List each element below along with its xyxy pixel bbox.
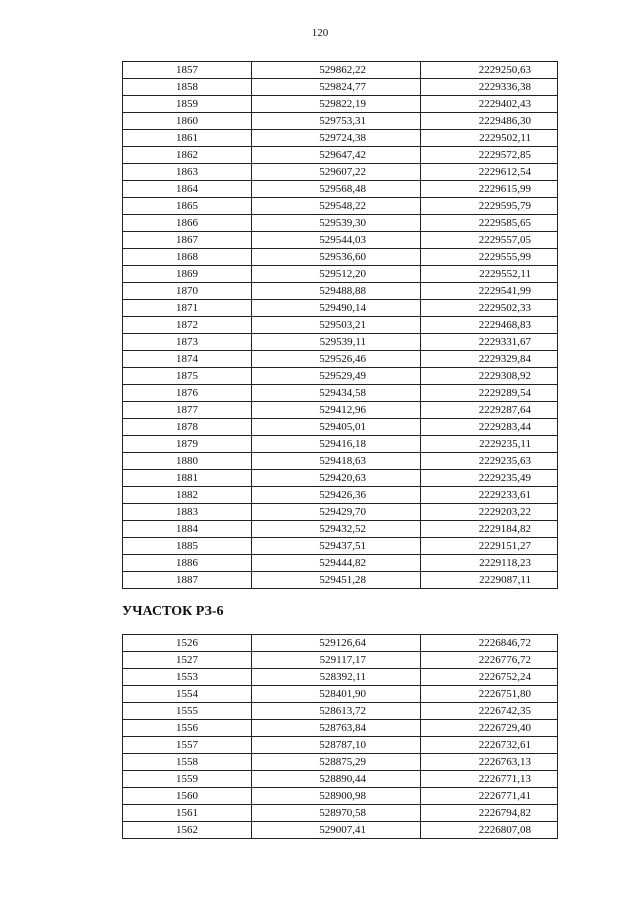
- table-row: [123, 351, 558, 368]
- y-coordinate-cell: 2229595,79: [421, 198, 558, 215]
- x-coordinate-cell: 528392,11: [252, 669, 421, 686]
- table-row: [123, 652, 558, 669]
- y-coordinate-cell: 2229612,54: [421, 164, 558, 181]
- x-coordinate-cell: 529539,30: [252, 215, 421, 232]
- point-number-cell: 1864: [123, 181, 252, 198]
- y-coordinate-cell: 2229329,84: [421, 351, 558, 368]
- table-row: [123, 487, 558, 504]
- x-coordinate-cell: 529444,82: [252, 555, 421, 572]
- table-row: [123, 249, 558, 266]
- table-row: [123, 453, 558, 470]
- x-coordinate-cell: 529416,18: [252, 436, 421, 453]
- y-coordinate-cell: 2229233,61: [421, 487, 558, 504]
- x-coordinate-cell: 528900,98: [252, 788, 421, 805]
- y-coordinate-cell: 2229250,63: [421, 62, 558, 79]
- y-coordinate-cell: 2229557,05: [421, 232, 558, 249]
- y-coordinate-cell: 2229235,11: [421, 436, 558, 453]
- table-row: [123, 215, 558, 232]
- table-row: [123, 419, 558, 436]
- table-row: [123, 504, 558, 521]
- x-coordinate-cell: 529862,22: [252, 62, 421, 79]
- y-coordinate-cell: 2229402,43: [421, 96, 558, 113]
- x-coordinate-cell: 529544,03: [252, 232, 421, 249]
- table-row: [123, 555, 558, 572]
- x-coordinate-cell: 528970,58: [252, 805, 421, 822]
- point-number-cell: 1872: [123, 317, 252, 334]
- coordinates-table-1: [122, 61, 558, 589]
- x-coordinate-cell: 528875,29: [252, 754, 421, 771]
- table-row: [123, 198, 558, 215]
- y-coordinate-cell: 2226763,13: [421, 754, 558, 771]
- y-coordinate-cell: 2226751,80: [421, 686, 558, 703]
- x-coordinate-cell: 529451,28: [252, 572, 421, 589]
- x-coordinate-cell: 529724,38: [252, 130, 421, 147]
- point-number-cell: 1559: [123, 771, 252, 788]
- x-coordinate-cell: 528763,84: [252, 720, 421, 737]
- point-number-cell: 1875: [123, 368, 252, 385]
- table-row: [123, 266, 558, 283]
- table-row: [123, 113, 558, 130]
- y-coordinate-cell: 2229615,99: [421, 181, 558, 198]
- x-coordinate-cell: 529529,49: [252, 368, 421, 385]
- y-coordinate-cell: 2229283,44: [421, 419, 558, 436]
- point-number-cell: 1868: [123, 249, 252, 266]
- table-row: [123, 96, 558, 113]
- table-row: [123, 470, 558, 487]
- x-coordinate-cell: 529437,51: [252, 538, 421, 555]
- x-coordinate-cell: 529405,01: [252, 419, 421, 436]
- table-row: [123, 130, 558, 147]
- point-number-cell: 1879: [123, 436, 252, 453]
- y-coordinate-cell: 2226846,72: [421, 635, 558, 652]
- x-coordinate-cell: 529548,22: [252, 198, 421, 215]
- table-row: [123, 805, 558, 822]
- y-coordinate-cell: 2229235,63: [421, 453, 558, 470]
- x-coordinate-cell: 529429,70: [252, 504, 421, 521]
- table-row: [123, 703, 558, 720]
- table-row: [123, 317, 558, 334]
- page-number: 120: [311, 27, 329, 39]
- table-row: [123, 572, 558, 589]
- x-coordinate-cell: 529117,17: [252, 652, 421, 669]
- y-coordinate-cell: 2226807,08: [421, 822, 558, 839]
- table-row: [123, 402, 558, 419]
- y-coordinate-cell: 2229541,99: [421, 283, 558, 300]
- x-coordinate-cell: 529432,52: [252, 521, 421, 538]
- table-row: [123, 822, 558, 839]
- table-row: [123, 788, 558, 805]
- x-coordinate-cell: 529607,22: [252, 164, 421, 181]
- point-number-cell: 1555: [123, 703, 252, 720]
- table-row: [123, 181, 558, 198]
- table-row: [123, 334, 558, 351]
- point-number-cell: 1881: [123, 470, 252, 487]
- y-coordinate-cell: 2229289,54: [421, 385, 558, 402]
- y-coordinate-cell: 2226729,40: [421, 720, 558, 737]
- point-number-cell: 1887: [123, 572, 252, 589]
- x-coordinate-cell: 528401,90: [252, 686, 421, 703]
- y-coordinate-cell: 2226752,24: [421, 669, 558, 686]
- point-number-cell: 1861: [123, 130, 252, 147]
- y-coordinate-cell: 2229331,67: [421, 334, 558, 351]
- point-number-cell: 1865: [123, 198, 252, 215]
- x-coordinate-cell: 529126,64: [252, 635, 421, 652]
- table-row: [123, 720, 558, 737]
- y-coordinate-cell: 2229502,33: [421, 300, 558, 317]
- point-number-cell: 1558: [123, 754, 252, 771]
- point-number-cell: 1857: [123, 62, 252, 79]
- point-number-cell: 1880: [123, 453, 252, 470]
- x-coordinate-cell: 529568,48: [252, 181, 421, 198]
- x-coordinate-cell: 529526,46: [252, 351, 421, 368]
- table-row: [123, 385, 558, 402]
- point-number-cell: 1863: [123, 164, 252, 181]
- x-coordinate-cell: 528613,72: [252, 703, 421, 720]
- y-coordinate-cell: 2229087,11: [421, 572, 558, 589]
- x-coordinate-cell: 529434,58: [252, 385, 421, 402]
- coordinates-table-2-body: [123, 635, 558, 839]
- y-coordinate-cell: 2229572,85: [421, 147, 558, 164]
- point-number-cell: 1874: [123, 351, 252, 368]
- point-number-cell: 1873: [123, 334, 252, 351]
- table-row: [123, 147, 558, 164]
- x-coordinate-cell: 529490,14: [252, 300, 421, 317]
- x-coordinate-cell: 529418,63: [252, 453, 421, 470]
- table-row: [123, 669, 558, 686]
- point-number-cell: 1858: [123, 79, 252, 96]
- x-coordinate-cell: 529007,41: [252, 822, 421, 839]
- y-coordinate-cell: 2229585,65: [421, 215, 558, 232]
- point-number-cell: 1862: [123, 147, 252, 164]
- point-number-cell: 1859: [123, 96, 252, 113]
- table-row: [123, 368, 558, 385]
- table-row: [123, 771, 558, 788]
- x-coordinate-cell: 529647,42: [252, 147, 421, 164]
- x-coordinate-cell: 529753,31: [252, 113, 421, 130]
- y-coordinate-cell: 2229184,82: [421, 521, 558, 538]
- y-coordinate-cell: 2226771,13: [421, 771, 558, 788]
- y-coordinate-cell: 2229486,30: [421, 113, 558, 130]
- x-coordinate-cell: 529488,88: [252, 283, 421, 300]
- table-row: [123, 686, 558, 703]
- point-number-cell: 1560: [123, 788, 252, 805]
- y-coordinate-cell: 2229151,27: [421, 538, 558, 555]
- x-coordinate-cell: 529536,60: [252, 249, 421, 266]
- point-number-cell: 1876: [123, 385, 252, 402]
- x-coordinate-cell: 529539,11: [252, 334, 421, 351]
- y-coordinate-cell: 2229552,11: [421, 266, 558, 283]
- point-number-cell: 1871: [123, 300, 252, 317]
- point-number-cell: 1860: [123, 113, 252, 130]
- x-coordinate-cell: 529512,20: [252, 266, 421, 283]
- table-row: [123, 283, 558, 300]
- point-number-cell: 1869: [123, 266, 252, 283]
- y-coordinate-cell: 2229287,64: [421, 402, 558, 419]
- table-row: [123, 164, 558, 181]
- point-number-cell: 1562: [123, 822, 252, 839]
- coordinates-table-1-body: [123, 62, 558, 589]
- y-coordinate-cell: 2226771,41: [421, 788, 558, 805]
- x-coordinate-cell: 529426,36: [252, 487, 421, 504]
- point-number-cell: 1870: [123, 283, 252, 300]
- y-coordinate-cell: 2226742,35: [421, 703, 558, 720]
- table-row: [123, 521, 558, 538]
- table-row: [123, 538, 558, 555]
- y-coordinate-cell: 2229502,11: [421, 130, 558, 147]
- table-row: [123, 436, 558, 453]
- point-number-cell: 1561: [123, 805, 252, 822]
- table-row: [123, 635, 558, 652]
- point-number-cell: 1882: [123, 487, 252, 504]
- x-coordinate-cell: 529824,77: [252, 79, 421, 96]
- y-coordinate-cell: 2226776,72: [421, 652, 558, 669]
- y-coordinate-cell: 2229468,83: [421, 317, 558, 334]
- point-number-cell: 1557: [123, 737, 252, 754]
- point-number-cell: 1878: [123, 419, 252, 436]
- y-coordinate-cell: 2229235,49: [421, 470, 558, 487]
- coordinates-table-2: [122, 634, 558, 839]
- point-number-cell: 1527: [123, 652, 252, 669]
- point-number-cell: 1866: [123, 215, 252, 232]
- table-row: [123, 79, 558, 96]
- table-row: [123, 754, 558, 771]
- x-coordinate-cell: 529412,96: [252, 402, 421, 419]
- y-coordinate-cell: 2226794,82: [421, 805, 558, 822]
- x-coordinate-cell: 528787,10: [252, 737, 421, 754]
- y-coordinate-cell: 2229118,23: [421, 555, 558, 572]
- point-number-cell: 1556: [123, 720, 252, 737]
- x-coordinate-cell: 529420,63: [252, 470, 421, 487]
- point-number-cell: 1884: [123, 521, 252, 538]
- table-row: [123, 737, 558, 754]
- point-number-cell: 1886: [123, 555, 252, 572]
- y-coordinate-cell: 2229336,38: [421, 79, 558, 96]
- table-row: [123, 62, 558, 79]
- table-row: [123, 232, 558, 249]
- point-number-cell: 1526: [123, 635, 252, 652]
- x-coordinate-cell: 528890,44: [252, 771, 421, 788]
- y-coordinate-cell: 2229555,99: [421, 249, 558, 266]
- point-number-cell: 1877: [123, 402, 252, 419]
- table-row: [123, 300, 558, 317]
- x-coordinate-cell: 529822,19: [252, 96, 421, 113]
- point-number-cell: 1867: [123, 232, 252, 249]
- point-number-cell: 1553: [123, 669, 252, 686]
- x-coordinate-cell: 529503,21: [252, 317, 421, 334]
- y-coordinate-cell: 2226732,61: [421, 737, 558, 754]
- point-number-cell: 1554: [123, 686, 252, 703]
- section-title: УЧАСТОК РЗ-6: [122, 604, 224, 619]
- y-coordinate-cell: 2229203,22: [421, 504, 558, 521]
- y-coordinate-cell: 2229308,92: [421, 368, 558, 385]
- point-number-cell: 1885: [123, 538, 252, 555]
- point-number-cell: 1883: [123, 504, 252, 521]
